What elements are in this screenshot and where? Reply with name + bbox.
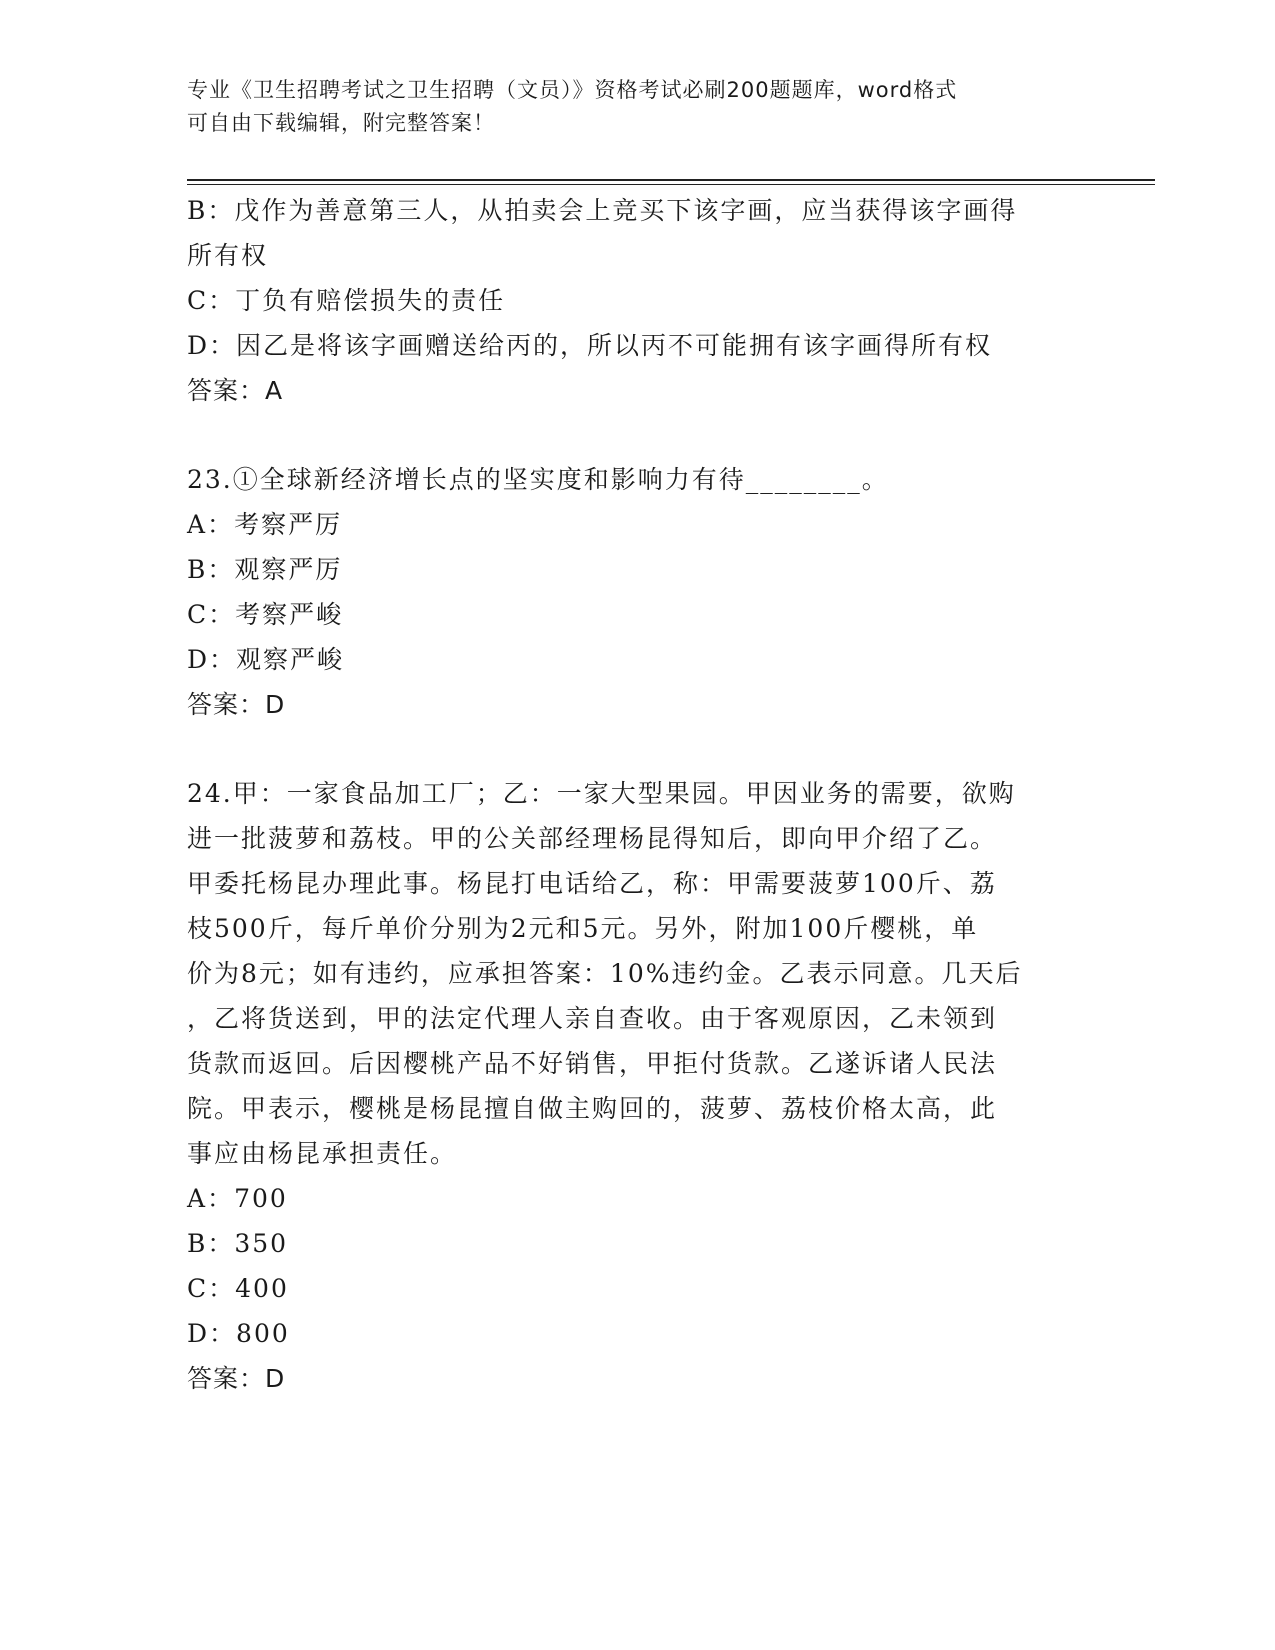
question-23 xyxy=(187,457,1077,727)
question-stem-line: 事应由杨昆承担责任。 xyxy=(187,1139,458,1168)
option-d xyxy=(187,323,1077,368)
option-b xyxy=(187,1221,1077,1266)
prev-question xyxy=(187,188,1077,413)
option-text: 350 xyxy=(234,1229,289,1258)
document-body xyxy=(187,188,1077,1401)
header-line-1: 专业《卫生招聘考试之卫生招聘（文员）》资格考试必刷200题题库，word格式 xyxy=(187,78,958,102)
question-stem: 23.①全球新经济增长点的坚实度和影响力有待________。 xyxy=(187,465,889,494)
question-stem-line: 24.甲：一家食品加工厂；乙：一家大型果园。甲因业务的需要，欲购 xyxy=(187,779,1016,808)
option-text: 观察严厉 xyxy=(234,555,343,584)
option-label: D： xyxy=(187,1319,237,1348)
option-text: 考察严厉 xyxy=(234,510,343,539)
option-b-continued: 所有权 xyxy=(187,241,269,270)
option-text: 丁负有赔偿损失的责任 xyxy=(235,286,506,315)
option-text: 400 xyxy=(235,1274,289,1303)
option-label: A： xyxy=(187,1184,235,1213)
option-a xyxy=(187,1176,1077,1221)
answer: 答案：D xyxy=(187,690,286,719)
header-rule-thick xyxy=(187,179,1155,181)
answer: 答案：D xyxy=(187,1364,286,1393)
question-stem-line: 货款而返回。后因樱桃产品不好销售，甲拒付货款。乙遂诉诸人民法 xyxy=(187,1049,998,1078)
option-text: 因乙是将该字画赠送给丙的，所以丙不可能拥有该字画得所有权 xyxy=(236,331,993,360)
question-stem-line: ，乙将货送到，甲的法定代理人亲自查收。由于客观原因，乙未领到 xyxy=(187,1004,998,1033)
option-label: C： xyxy=(187,1274,236,1303)
header-rule-thin xyxy=(187,184,1155,185)
option-text: 700 xyxy=(234,1184,288,1213)
question-24 xyxy=(187,771,1077,1401)
option-label: C： xyxy=(187,600,236,629)
question-stem-line: 进一批菠萝和荔枝。甲的公关部经理杨昆得知后，即向甲介绍了乙。 xyxy=(187,824,998,853)
option-d xyxy=(187,637,1077,682)
option-text: 800 xyxy=(236,1319,290,1348)
question-stem-line: 枝500斤，每斤单价分别为2元和5元。另外，附加100斤樱桃，单 xyxy=(187,914,979,943)
question-stem-line: 甲委托杨昆办理此事。杨昆打电话给乙，称：甲需要菠萝100斤、荔 xyxy=(187,869,997,898)
header-line-2: 可自由下载编辑，附完整答案！ xyxy=(187,111,495,135)
option-label: B： xyxy=(187,1229,235,1258)
option-c xyxy=(187,278,1077,323)
option-label: B： xyxy=(187,196,235,225)
option-label: D： xyxy=(187,331,237,360)
option-d xyxy=(187,1311,1077,1356)
option-a xyxy=(187,502,1077,547)
question-stem-line: 院。甲表示，樱桃是杨昆擅自做主购回的，菠萝、荔枝价格太高，此 xyxy=(187,1094,998,1123)
option-c xyxy=(187,1266,1077,1311)
option-label: D： xyxy=(187,645,237,674)
option-label: B： xyxy=(187,555,235,584)
option-label: A： xyxy=(187,510,235,539)
option-label: C： xyxy=(187,286,236,315)
option-c xyxy=(187,592,1077,637)
option-b xyxy=(187,188,1077,233)
option-b xyxy=(187,547,1077,592)
spacer xyxy=(187,413,1077,457)
option-text: 考察严峻 xyxy=(235,600,344,629)
option-text: 观察严峻 xyxy=(236,645,345,674)
answer: 答案：A xyxy=(187,376,284,405)
spacer xyxy=(187,727,1077,771)
question-stem-line: 价为8元；如有违约，应承担答案：10%违约金。乙表示同意。几天后 xyxy=(187,959,1023,988)
page-header xyxy=(187,74,1067,140)
option-text: 戊作为善意第三人，从拍卖会上竞买下该字画，应当获得该字画得 xyxy=(234,196,1018,225)
